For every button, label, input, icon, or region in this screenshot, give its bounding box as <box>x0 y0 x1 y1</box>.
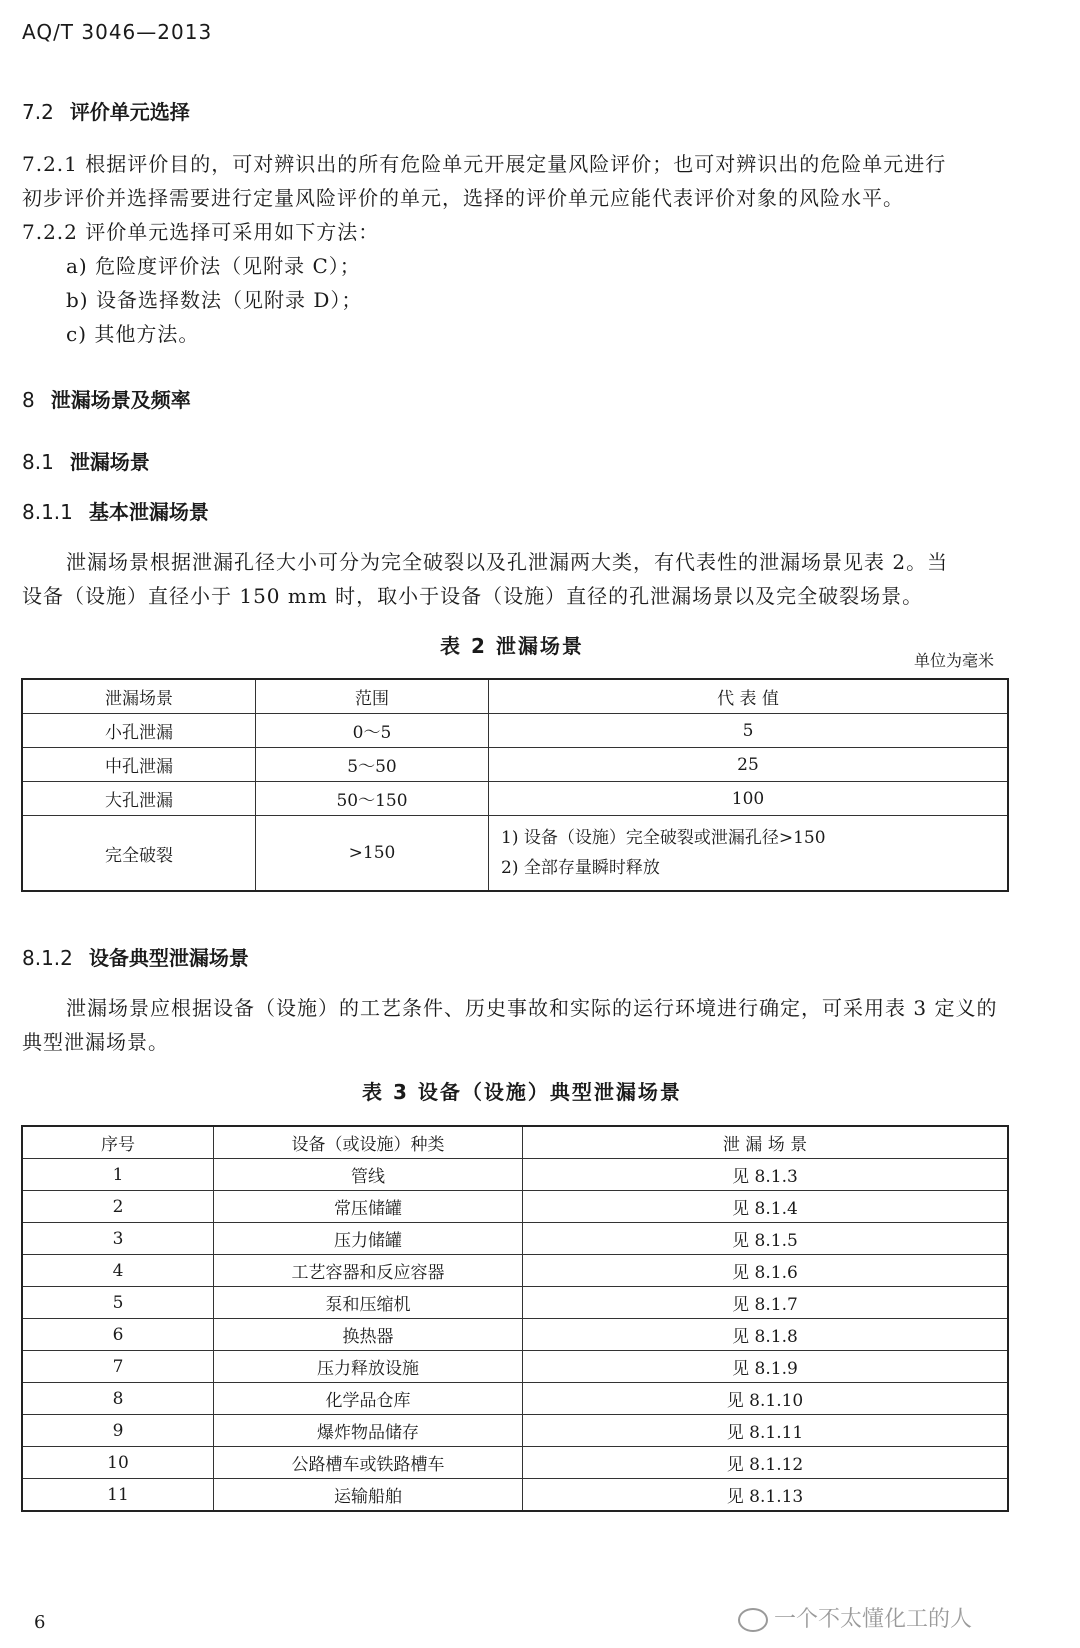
table-cell: 9 <box>22 1415 214 1447</box>
table-cell: >150 <box>256 816 489 892</box>
table-header-row <box>22 1126 1008 1159</box>
table-cell: 100 <box>489 782 1009 816</box>
table-row <box>22 782 1008 816</box>
section-title: 基本泄漏场景 <box>88 500 209 524</box>
table-cell: 见 8.1.6 <box>523 1255 1009 1287</box>
section-number: 7.2 <box>22 100 54 124</box>
para-8-1-1-line1: 泄漏场景根据泄漏孔径大小可分为完全破裂以及孔泄漏两大类，有代表性的泄漏场景见表 2。当 <box>66 550 949 574</box>
section-number: 8.1.2 <box>22 946 73 970</box>
section-title: 设备典型泄漏场景 <box>88 946 249 970</box>
table-cell: 见 8.1.11 <box>523 1415 1009 1447</box>
table-row <box>22 1351 1008 1383</box>
table-row <box>22 748 1008 782</box>
table-cell: 5～50 <box>256 748 489 782</box>
para-8-1-1-line2: 设备（设施）直径小于 150 mm 时，取小于设备（设施）直径的孔泄漏场景以及完全破裂场景。 <box>22 584 924 608</box>
table-cell: 爆炸物品储存 <box>214 1415 523 1447</box>
table-cell: 工艺容器和反应容器 <box>214 1255 523 1287</box>
table-row <box>22 1479 1008 1512</box>
cell-line: 2) 全部存量瞬时释放 <box>501 858 660 878</box>
para-8-1-2-line2: 典型泄漏场景。 <box>22 1030 169 1054</box>
table-cell: 50～150 <box>256 782 489 816</box>
table-cell: 4 <box>22 1255 214 1287</box>
document-code: AQ/T 3046—2013 <box>22 20 213 44</box>
table-cell: 换热器 <box>214 1319 523 1351</box>
table-cell: 8 <box>22 1383 214 1415</box>
table-cell: 运输船舶 <box>214 1479 523 1512</box>
table-cell: 压力储罐 <box>214 1223 523 1255</box>
table-cell: 3 <box>22 1223 214 1255</box>
section-number: 8.1 <box>22 450 54 474</box>
table-row <box>22 1415 1008 1447</box>
section-8-1-heading <box>22 446 150 475</box>
table-header-row <box>22 679 1008 714</box>
table-row <box>22 1191 1008 1223</box>
cell-line: 1) 设备（设施）完全破裂或泄漏孔径>150 <box>501 828 826 848</box>
table-cell: 常压储罐 <box>214 1191 523 1223</box>
table-row <box>22 1383 1008 1415</box>
table-cell: 见 8.1.13 <box>523 1479 1009 1512</box>
page-number: 6 <box>34 1612 46 1633</box>
table-cell: 中孔泄漏 <box>22 748 256 782</box>
section-8-heading <box>22 384 191 413</box>
para-8-1-2-line1: 泄漏场景应根据设备（设施）的工艺条件、历史事故和实际的运行环境进行确定，可采用表 3 定义的 <box>66 996 998 1020</box>
column-header: 泄漏场景 <box>22 679 256 714</box>
section-title: 泄漏场景及频率 <box>50 388 191 412</box>
column-header: 泄 漏 场 景 <box>523 1126 1009 1159</box>
watermark <box>738 1602 972 1633</box>
table-cell: 1 <box>22 1159 214 1191</box>
column-header: 代 表 值 <box>489 679 1009 714</box>
table-cell: 见 8.1.10 <box>523 1383 1009 1415</box>
table-row <box>22 1159 1008 1191</box>
table-cell: 5 <box>22 1287 214 1319</box>
table-cell: 管线 <box>214 1159 523 1191</box>
para-7-2-1-line1: 7.2.1 根据评价目的，可对辨识出的所有危险单元开展定量风险评价；也可对辨识出的危险单元进行 <box>22 152 947 176</box>
table-cell <box>489 816 1009 892</box>
table-cell: 见 8.1.3 <box>523 1159 1009 1191</box>
section-number: 8 <box>22 388 35 412</box>
table-row <box>22 1319 1008 1351</box>
section-title: 泄漏场景 <box>69 450 150 474</box>
table-row <box>22 1223 1008 1255</box>
table-row <box>22 714 1008 748</box>
table-leak-scenarios <box>21 678 1009 892</box>
table-cell: 见 8.1.4 <box>523 1191 1009 1223</box>
table-cell: 泵和压缩机 <box>214 1287 523 1319</box>
wechat-icon <box>738 1608 768 1632</box>
table-cell: 25 <box>489 748 1009 782</box>
table-cell: 0～5 <box>256 714 489 748</box>
table-cell: 见 8.1.5 <box>523 1223 1009 1255</box>
list-item-c: c) 其他方法。 <box>66 322 200 346</box>
table-cell: 见 8.1.7 <box>523 1287 1009 1319</box>
table-cell: 化学品仓库 <box>214 1383 523 1415</box>
table-cell: 6 <box>22 1319 214 1351</box>
table-cell: 2 <box>22 1191 214 1223</box>
table-cell: 10 <box>22 1447 214 1479</box>
table2-caption: 表 2 泄漏场景 <box>440 634 584 658</box>
watermark-text: 一个不太懂化工的人 <box>774 1607 973 1632</box>
section-7-2-heading <box>22 96 190 125</box>
table-row <box>22 1447 1008 1479</box>
column-header: 范围 <box>256 679 489 714</box>
table-equipment-leak-scenarios <box>21 1125 1009 1512</box>
table-cell: 5 <box>489 714 1009 748</box>
table3-caption: 表 3 设备（设施）典型泄漏场景 <box>362 1080 682 1104</box>
section-8-1-1-heading <box>22 496 209 525</box>
para-7-2-2: 7.2.2 评价单元选择可采用如下方法： <box>22 220 380 244</box>
table-row <box>22 816 1008 892</box>
table-row <box>22 1287 1008 1319</box>
table-cell: 压力释放设施 <box>214 1351 523 1383</box>
list-item-b: b) 设备选择数法（见附录 D）； <box>66 288 363 312</box>
list-item-a: a) 危险度评价法（见附录 C）； <box>66 254 361 278</box>
table-row <box>22 1255 1008 1287</box>
section-number: 8.1.1 <box>22 500 73 524</box>
table-cell: 11 <box>22 1479 214 1512</box>
table-cell: 7 <box>22 1351 214 1383</box>
table-cell: 大孔泄漏 <box>22 782 256 816</box>
table-cell: 见 8.1.9 <box>523 1351 1009 1383</box>
table-cell: 小孔泄漏 <box>22 714 256 748</box>
para-7-2-1-line2: 初步评价并选择需要进行定量风险评价的单元，选择的评价单元应能代表评价对象的风险水平。 <box>22 186 904 210</box>
table-cell: 见 8.1.8 <box>523 1319 1009 1351</box>
column-header: 设备（或设施）种类 <box>214 1126 523 1159</box>
section-title: 评价单元选择 <box>69 100 190 124</box>
table2-unit: 单位为毫米 <box>914 651 995 670</box>
table-cell: 完全破裂 <box>22 816 256 892</box>
table-cell: 公路槽车或铁路槽车 <box>214 1447 523 1479</box>
section-8-1-2-heading <box>22 942 249 971</box>
table-cell: 见 8.1.12 <box>523 1447 1009 1479</box>
column-header: 序号 <box>22 1126 214 1159</box>
